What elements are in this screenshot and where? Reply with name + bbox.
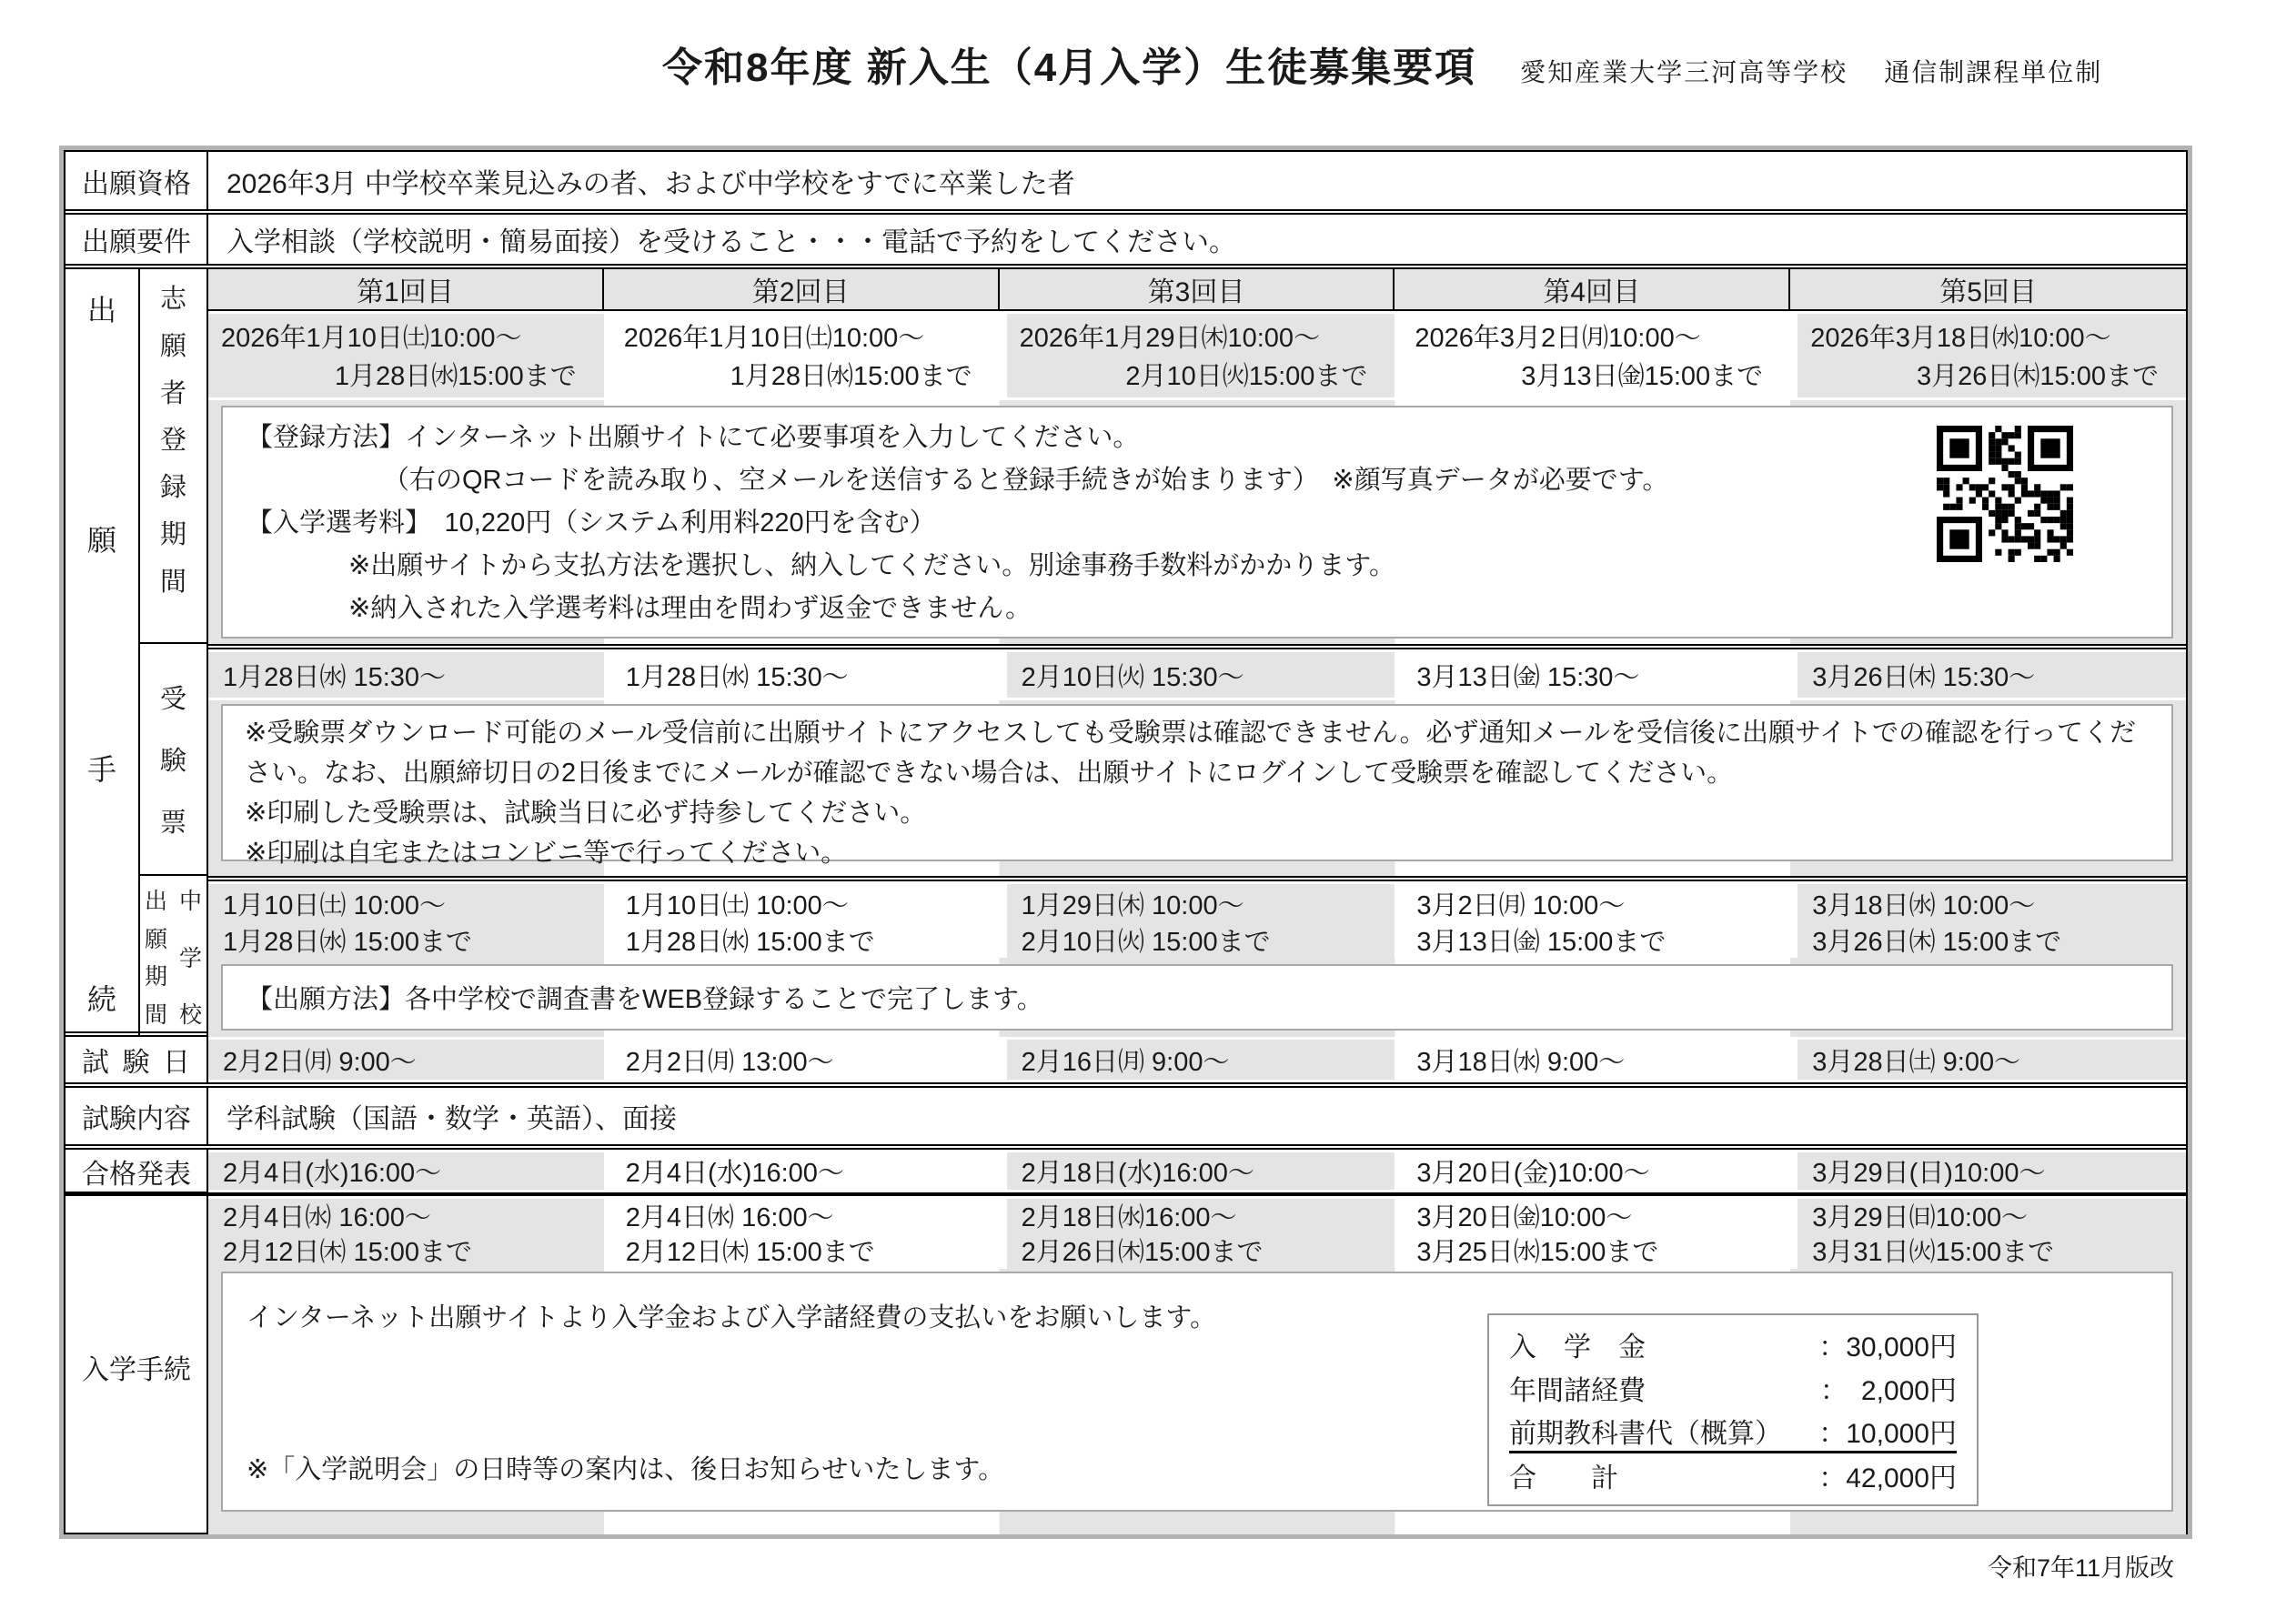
announcement-cell: 3月20日(金)10:00～ xyxy=(1395,1150,1790,1192)
qualification-label: 出 願 資 格 xyxy=(65,152,208,209)
registration-method-line2: （右のQRコードを読み取り、空メールを送信すると登録手続きが始まります） ※顔写真データが必要です。 xyxy=(383,466,1669,495)
registration-periods-row xyxy=(208,311,2186,400)
exam-ticket-note2: ※印刷した受験票は、試験当日に必ず持参してください。 xyxy=(245,799,927,828)
fee-row-total xyxy=(1509,1453,1957,1497)
fee-amount: ：10,000円 xyxy=(1818,1418,1957,1449)
jhs-application-periods-row xyxy=(208,876,2186,958)
exam-ticket-label: 受 験 票 xyxy=(140,644,206,876)
procedure-data xyxy=(208,269,2186,1037)
exam-day-times xyxy=(208,1037,2186,1082)
exam-ticket-notes-row xyxy=(208,700,2186,876)
revision-note: 令和7年11月版改 xyxy=(1987,1554,2174,1582)
announcement-cell: 2月4日(水)16:00～ xyxy=(604,1150,1000,1192)
fee-row-admission xyxy=(1509,1322,1957,1366)
jhs-application-label-right: 中 学 校 xyxy=(178,889,202,1028)
enrollment-period-cell: 3月20日㈮10:00～ 3月25日㈬15:00まで xyxy=(1395,1196,1790,1272)
requirement-label: 出 願 要 件 xyxy=(65,215,208,264)
round-header-row xyxy=(208,269,2186,311)
exam-content-label: 試 験 内 容 xyxy=(65,1088,208,1144)
enrollment-label: 入 学 手 続 xyxy=(65,1196,208,1537)
selection-fee-note2: ※納入された入学選考料は理由を問わず返金できません。 xyxy=(348,594,1032,623)
exam-ticket-note3: ※印刷は自宅またはコンビニ等で行ってください。 xyxy=(245,839,848,868)
qualification-row xyxy=(65,152,2186,209)
application-procedure-section xyxy=(65,264,2186,1031)
jhs-application-label-left: 出 願 期 間 xyxy=(144,889,167,1028)
announcement-cell: 3月29日(日)10:00～ xyxy=(1790,1150,2186,1192)
jhs-application-label xyxy=(140,876,206,1037)
announcement-cell: 2月4日(水)16:00～ xyxy=(208,1150,604,1192)
fee-name: 年間諸経費 xyxy=(1509,1376,1646,1406)
exam-day-row xyxy=(65,1031,2186,1082)
jhs-application-period-cell: 1月10日㈯ 10:00～ 1月28日㈬ 15:00まで xyxy=(208,881,604,963)
exam-content-row xyxy=(65,1082,2186,1144)
announcement-cell: 2月18日(水)16:00～ xyxy=(1000,1150,1395,1192)
exam-day-cell: 2月2日㈪ 9:00～ xyxy=(208,1037,604,1082)
requirement-row xyxy=(65,209,2186,264)
announcement-row xyxy=(65,1144,2186,1192)
round-header-1: 第1回目 xyxy=(208,269,604,309)
procedure-sublabels xyxy=(138,269,208,1037)
school-name: 愛知産業大学三河高等学校 xyxy=(1520,58,1848,86)
fee-row-textbook xyxy=(1509,1410,1957,1453)
selection-fee-line: 【入学選考料】 10,220円（システム利用料220円を含む） xyxy=(247,508,936,538)
qr-code xyxy=(1937,426,2073,562)
exam-ticket-time-cell: 1月28日㈬ 15:30～ xyxy=(208,649,604,700)
exam-ticket-note1: ※受験票ダウンロード可能のメール受信前に出願サイトにアクセスしても受験票は確認できません。必ず通知メールを受信後に出願サイトでの確認を行ってください。なお、出願締切日の2日後までにメールが確認できない場合は、出願サイトにログインして受験票を確認してください。 xyxy=(245,719,2136,788)
fee-amount: ：30,000円 xyxy=(1818,1332,1957,1363)
enrollment-period-cell: 2月18日㈬16:00～ 2月26日㈭15:00まで xyxy=(1000,1196,1395,1272)
fee-row-annual xyxy=(1509,1366,1957,1410)
fee-amount: ： 2,000円 xyxy=(1819,1376,1957,1406)
requirement-value: 入学相談（学校説明・簡易面接）を受けること・・・電話で予約をしてください。 xyxy=(227,227,1236,257)
fee-table xyxy=(1487,1313,1979,1506)
enrollment-box xyxy=(221,1272,2173,1512)
fee-name: 入 学 金 xyxy=(1509,1332,1646,1363)
exam-ticket-time-cell: 2月10日㈫ 15:30～ xyxy=(1000,649,1395,700)
round-header-4: 第4回目 xyxy=(1395,269,1790,309)
exam-content-value: 学科試験（国語・数学・英語）、面接 xyxy=(227,1104,677,1134)
registration-method-line1: 【登録方法】インターネット出願サイトにて必要事項を入力してください。 xyxy=(247,423,1140,452)
exam-ticket-time-cell: 3月26日㈭ 15:30～ xyxy=(1790,649,2186,700)
registration-method-box xyxy=(221,406,2173,639)
jhs-application-period-cell: 3月2日㈪ 10:00～ 3月13日㈮ 15:00まで xyxy=(1395,881,1790,963)
exam-ticket-time-cell: 1月28日㈬ 15:30～ xyxy=(604,649,1000,700)
jhs-application-period-cell: 1月10日㈯ 10:00～ 1月28日㈬ 15:00まで xyxy=(604,881,1000,963)
enrollment-period-cell: 2月4日㈬ 16:00～ 2月12日㈭ 15:00まで xyxy=(208,1196,604,1272)
exam-ticket-times-row xyxy=(208,644,2186,700)
exam-day-cell: 2月2日㈪ 13:00～ xyxy=(604,1037,1000,1082)
registration-period-cell: 2026年1月29日㈭10:00～ 2月10日㈫15:00まで xyxy=(1000,311,1395,400)
registration-period-cell: 2026年3月2日㈪10:00～ 3月13日㈮15:00まで xyxy=(1395,311,1790,400)
exam-ticket-time-cell: 3月13日㈮ 15:30～ xyxy=(1395,649,1790,700)
fee-amount: ：42,000円 xyxy=(1818,1463,1957,1493)
registration-period-label: 志 願 者 登 録 期 間 xyxy=(140,269,206,644)
registration-period-cell: 2026年3月18日㈬10:00～ 3月26日㈭15:00まで xyxy=(1790,311,2186,400)
round-header-3: 第3回目 xyxy=(1000,269,1395,309)
recruitment-table xyxy=(64,150,2188,1534)
registration-method-row xyxy=(208,400,2186,644)
jhs-application-method-box: 【出願方法】各中学校で調査書をWEB登録することで完了します。 xyxy=(221,964,2173,1031)
page-title: 令和8年度 新入生（4月入学）生徒募集要項 xyxy=(662,45,1477,90)
procedure-label: 出 願 手 続 xyxy=(86,294,116,1016)
announcement-label: 合 格 発 表 xyxy=(65,1150,208,1192)
selection-fee-note1: ※出願サイトから支払方法を選択し、納入してください。別途事務手数料がかかります。 xyxy=(348,551,1395,580)
course-name: 通信制課程単位制 xyxy=(1884,58,2103,86)
exam-day-cell: 3月18日㈬ 9:00～ xyxy=(1395,1037,1790,1082)
round-header-2: 第2回目 xyxy=(604,269,1000,309)
exam-day-cell: 3月28日㈯ 9:00～ xyxy=(1790,1037,2186,1082)
exam-ticket-notes-box xyxy=(221,704,2173,868)
jhs-application-period-cell: 3月18日㈬ 10:00～ 3月26日㈭ 15:00まで xyxy=(1790,881,2186,963)
enrollment-row xyxy=(65,1192,2186,1533)
enrollment-period-cell: 3月29日㈰10:00～ 3月31日㈫15:00まで xyxy=(1790,1196,2186,1272)
round-header-5: 第5回目 xyxy=(1790,269,2186,309)
exam-day-cell: 2月16日㈪ 9:00～ xyxy=(1000,1037,1395,1082)
document-header xyxy=(662,0,2296,114)
fee-name: 前期教科書代（概算） xyxy=(1509,1418,1782,1449)
enrollment-payment-note: インターネット出願サイトより入学金および入学諸経費の支払いをお願いします。 xyxy=(247,1303,1217,1332)
jhs-application-method-row xyxy=(208,958,2186,1037)
enrollment-info-note: ※「入学説明会」の日時等の案内は、後日お知らせいたします。 xyxy=(247,1455,1005,1484)
jhs-application-period-cell: 1月29日㈭ 10:00～ 2月10日㈫ 15:00まで xyxy=(1000,881,1395,963)
exam-day-label: 試 験 日 xyxy=(65,1037,208,1082)
announcement-times xyxy=(208,1150,2186,1192)
enrollment-period-cell: 2月4日㈬ 16:00～ 2月12日㈭ 15:00まで xyxy=(604,1196,1000,1272)
fee-name: 合 計 xyxy=(1509,1463,1618,1493)
registration-period-cell: 2026年1月10日㈯10:00～ 1月28日㈬15:00まで xyxy=(604,311,1000,400)
enrollment-periods-row xyxy=(208,1196,2186,1269)
enrollment-box-row xyxy=(208,1269,2186,1537)
registration-period-cell: 2026年1月10日㈯10:00～ 1月28日㈬15:00まで xyxy=(208,311,604,400)
qualification-value: 2026年3月 中学校卒業見込みの者、および中学校をすでに卒業した者 xyxy=(227,168,1075,199)
enrollment-data xyxy=(208,1196,2186,1537)
